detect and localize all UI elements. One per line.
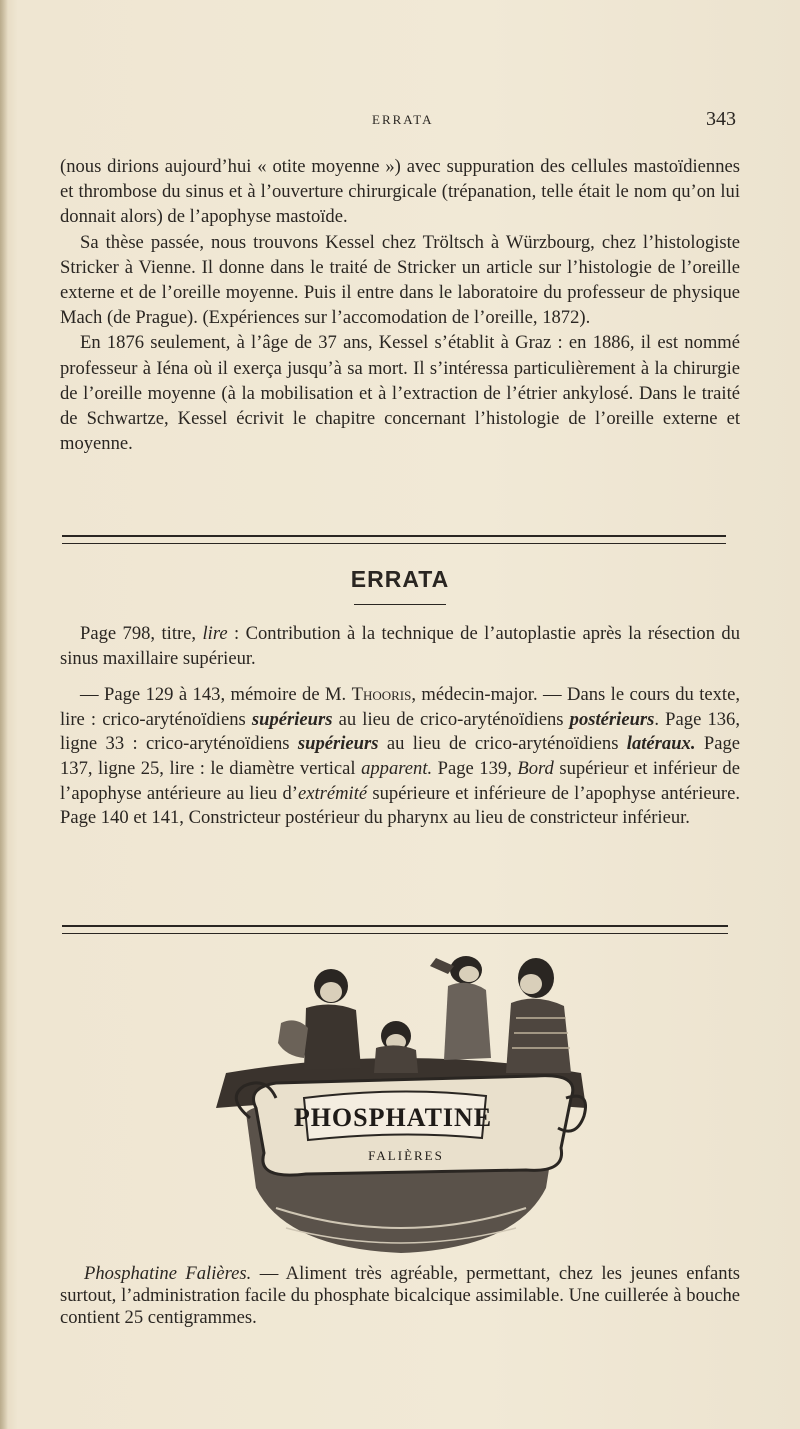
page-number: 343 xyxy=(706,108,736,130)
section-divider xyxy=(62,535,726,544)
sign-subtext: FALIÈRES xyxy=(368,1148,444,1163)
errata-list xyxy=(60,622,740,831)
advert-caption-text: Phosphatine Falières. — Aliment très agréable, permettant, chez les jeunes enfants surtout, l’administration facile du phosphate bicalcique assimilable. Une cuillerée à bouche contient 25 centigrammes. xyxy=(60,1263,741,1328)
running-title: ERRATA xyxy=(372,112,434,127)
body-text xyxy=(60,154,740,456)
errata-item-2: — Page 129 à 143, mémoire de M. Thooris, médecin-major. — Dans le cours du texte, lire : crico-aryténoïdiens supérieurs au lieu de crico-aryténoïdiens postérieurs. Page 136, ligne 33 : crico-aryténoïdiens supérieurs au lieu de crico-aryténoïdiens latéraux. Page 137, ligne 25, lire : le diamètre vertical apparent. Page 139, Bord supérieur et inférieur de l’apophyse antérieure au lieu d’extrémité supérieure et inférieure de l’apophyse antérieure. Page 140 et 141, Constricteur postérieur du pharynx au lieu de constricteur inférieur. xyxy=(60,684,740,829)
sign-text: PHOSPHATINE xyxy=(293,1103,493,1132)
body-paragraph-2: Sa thèse passée, nous trouvons Kessel chez Tröltsch à Würzbourg, chez l’histologiste Stricker à Vienne. Il donne dans le traité de Stricker un article sur l’histologie de l’oreille externe et de l’oreille moyenne. Puis il entre dans le laboratoire du professeur de physique Mach (de Prague). (Expériences sur l’accomodation de l’oreille, 1872). xyxy=(60,231,740,329)
body-paragraph-1: (nous dirions aujourd’hui « otite moyenne ») avec suppuration des cellules mastoïdiennes et thrombose du sinus et à l’ouverture chirurgicale (trépanation, telle était le nom qu’on lui donnait alors) de l’apophyse mastoïde. xyxy=(60,156,740,228)
advert-caption xyxy=(60,1263,740,1329)
phosphatine-advert-illustration xyxy=(186,948,616,1260)
advert-divider xyxy=(62,925,728,934)
errata-heading: ERRATA xyxy=(350,566,450,592)
errata-item-1: Page 798, titre, lire : Contribution à la technique de l’autoplastie après la résection du sinus maxillaire supérieur. xyxy=(60,623,740,669)
errata-heading-underline xyxy=(354,604,446,605)
running-head xyxy=(0,108,800,132)
body-paragraph-3: En 1876 seulement, à l’âge de 37 ans, Kessel s’établit à Graz : en 1886, il est nommé professeur à Iéna où il exerça jusqu’à sa mort. Il s’intéressa particulièrement à la chirurgie de l’oreille moyenne (à la mobilisation et à l’extraction de l’étrier ankylosé. Dans le traité de Schwartze, Kessel écrivit le chapitre concernant l’histologie de l’oreille externe et moyenne. xyxy=(60,332,740,455)
page-binding-shadow xyxy=(0,0,8,1429)
